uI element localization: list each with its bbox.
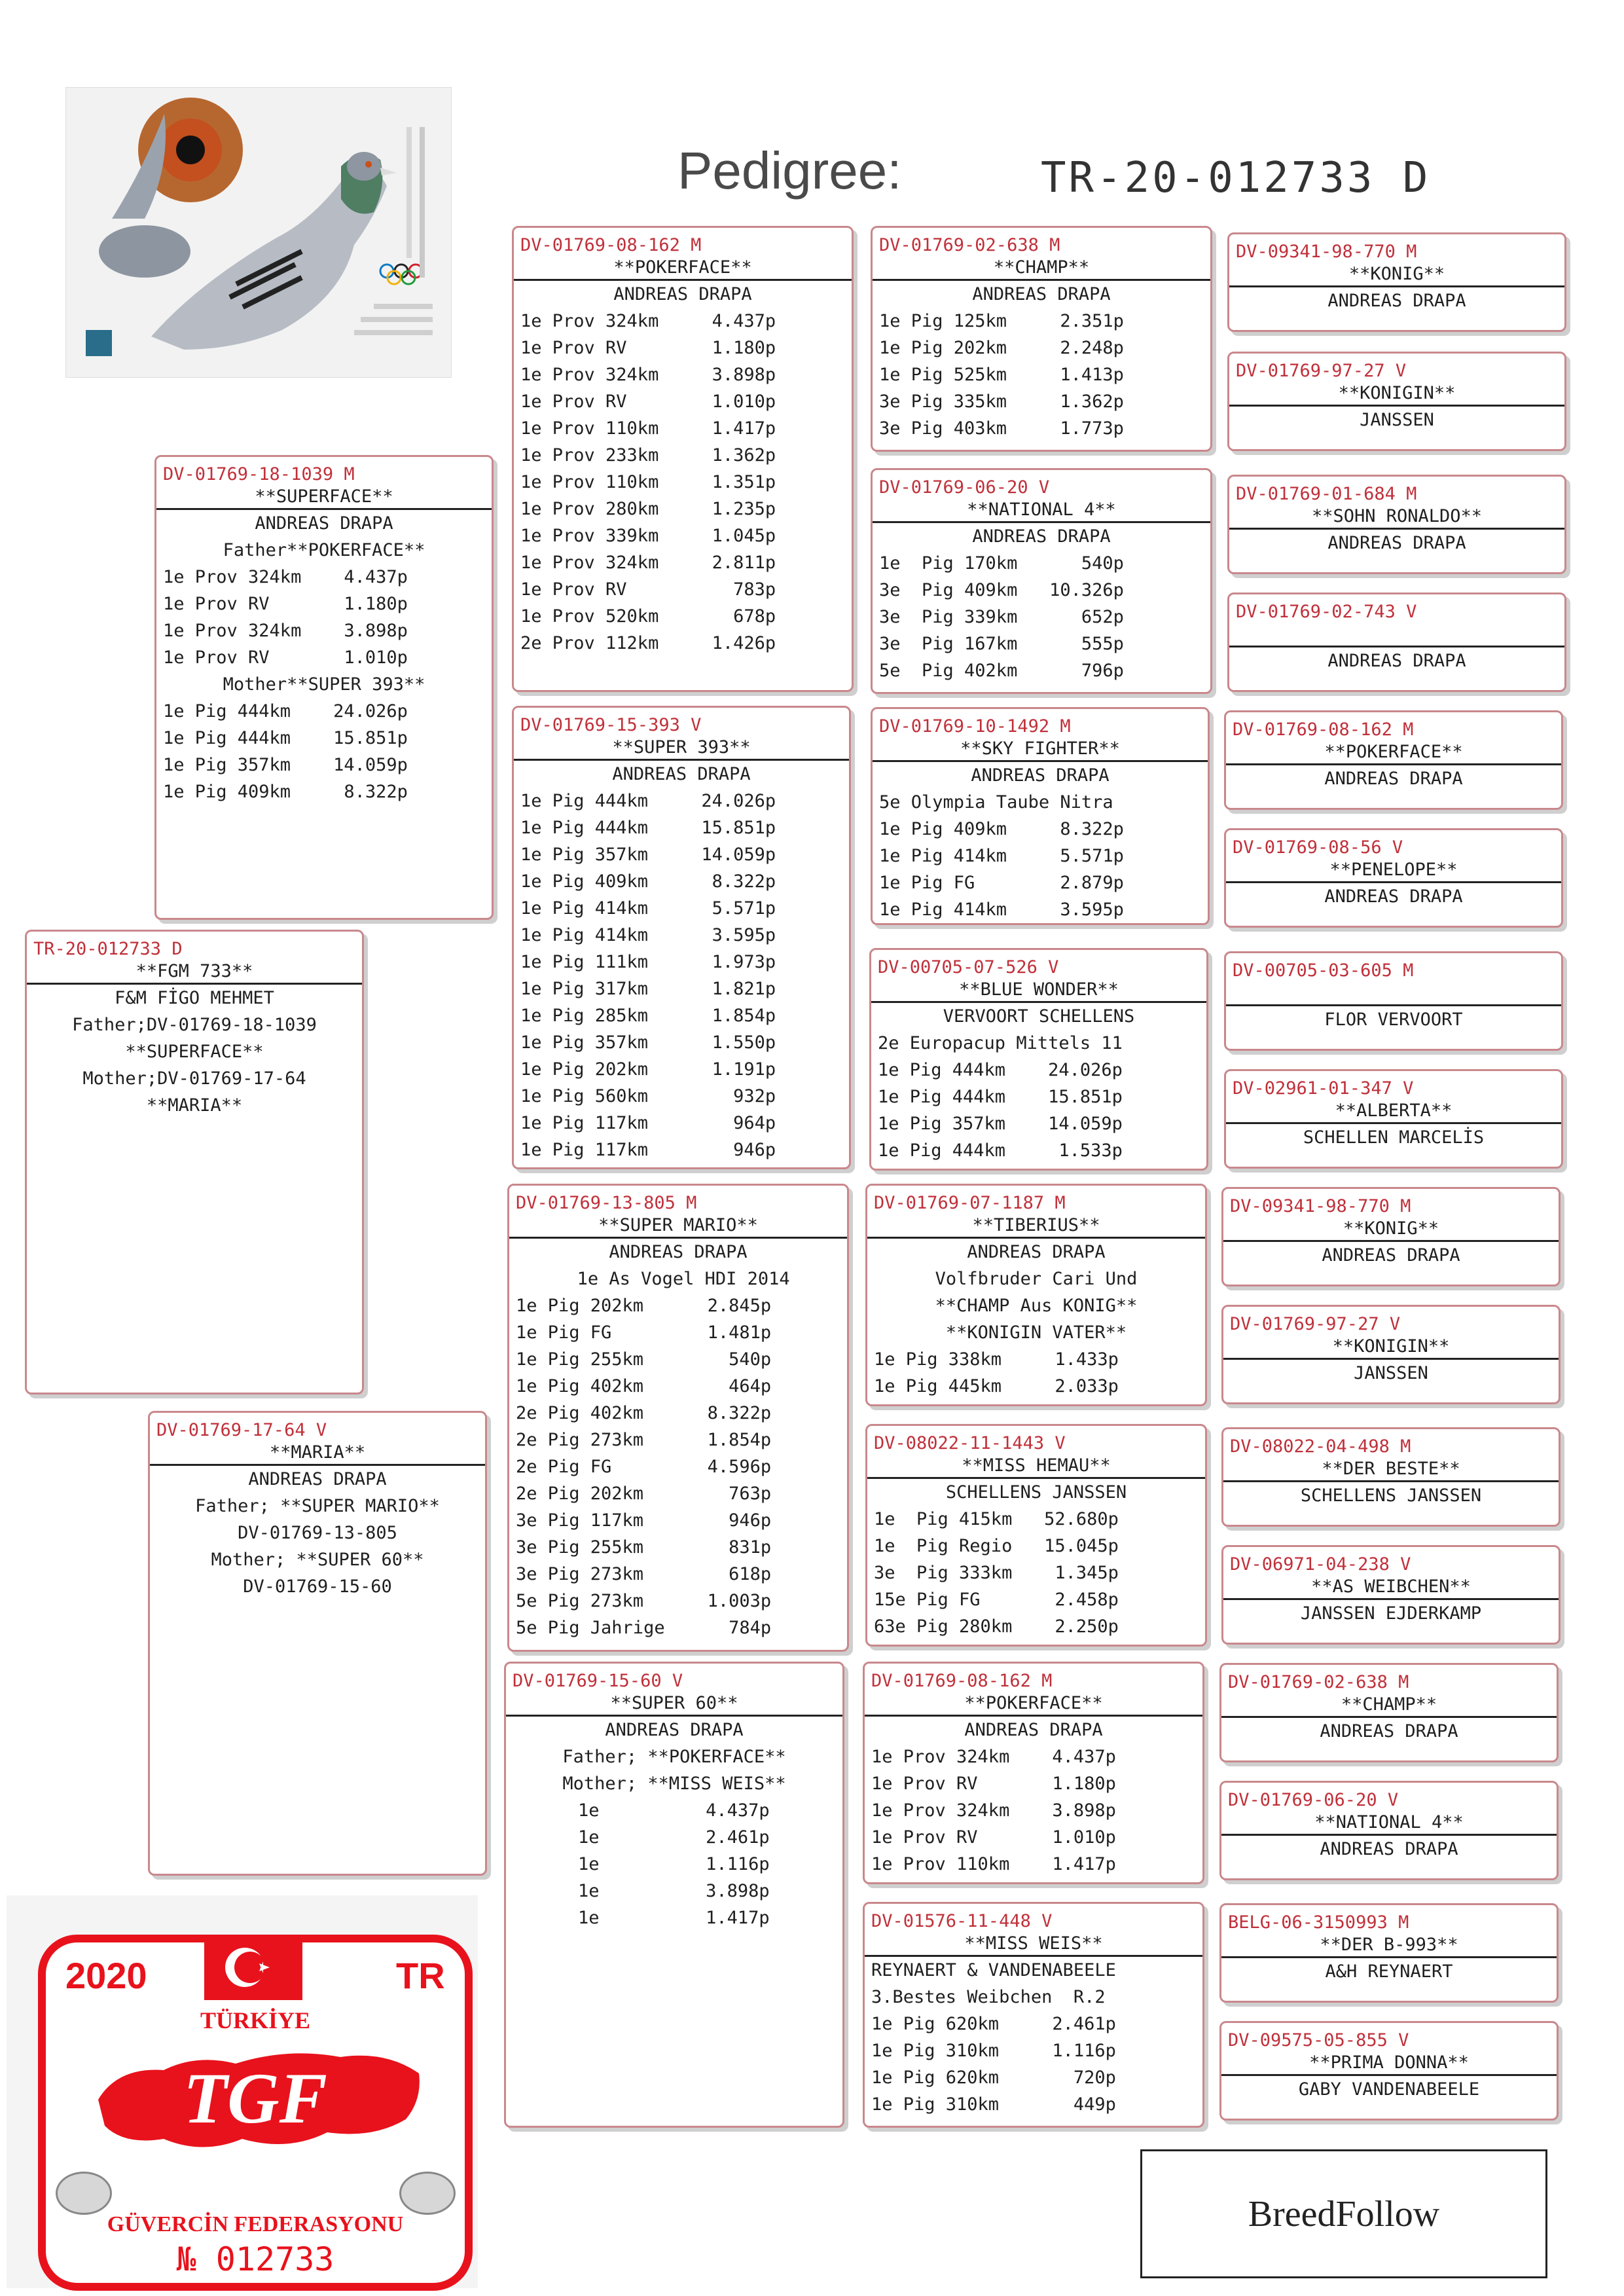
race-result: 3.Bestes Weibchen R.2 — [871, 1987, 1106, 2007]
race-result: 1e Pig 357km 14.059p — [878, 1114, 1123, 1134]
pedigree-card-gen5-6 — [1224, 828, 1563, 928]
race-result: 2e Pig 202km 763p — [516, 1484, 772, 1504]
ring-number: DV-00705-03-605 M — [1233, 960, 1414, 981]
tgf-badge — [7, 1895, 478, 2288]
owner-name: ANDREAS DRAPA — [613, 284, 752, 304]
race-result: 1e Pig 285km 1.854p — [520, 1006, 776, 1026]
ring-number: DV-01769-08-56 V — [1233, 837, 1403, 858]
pedigree-card-gen5-2 — [1227, 352, 1566, 451]
ring-number: DV-09575-05-855 V — [1228, 2030, 1409, 2050]
race-result: 15e Pig FG 2.458p — [874, 1590, 1119, 1610]
badge-number: № 012733 — [176, 2240, 334, 2278]
owner-name: ANDREAS DRAPA — [972, 284, 1111, 304]
ring-number: DV-01769-08-162 M — [1233, 720, 1414, 740]
race-result: 1e Pig 310km 1.116p — [871, 2041, 1116, 2061]
bird-name: **POKERFACE** — [514, 257, 852, 281]
bird-name: **FGM 733** — [27, 960, 362, 985]
bird-name: **TIBERIUS** — [867, 1214, 1205, 1239]
bird-name: **SUPER 393** — [514, 737, 849, 761]
owner-name: F&M FİGO MEHMET — [115, 988, 274, 1008]
race-result: 1e Pig 525km 1.413p — [879, 365, 1124, 385]
owner-name: ANDREAS DRAPA — [1320, 1721, 1458, 1741]
race-result: 1e Prov RV 1.010p — [520, 392, 776, 412]
bird-name: **POKERFACE** — [865, 1692, 1202, 1717]
info-line: Mother; **SUPER 60** — [211, 1550, 424, 1570]
owner-name: ANDREAS DRAPA — [964, 1720, 1103, 1740]
info-line: **KONIGIN VATER** — [945, 1322, 1127, 1343]
pedigree-card-gen4-3 — [871, 707, 1210, 925]
race-result: 2e Prov 112km 1.426p — [520, 633, 776, 653]
race-result: 1e Pig 414km 5.571p — [520, 898, 776, 919]
race-result: 1e Pig 414km 3.595p — [879, 900, 1124, 920]
race-result: 3e Pig 333km 1.345p — [874, 1563, 1119, 1583]
pedigree-card-gen5-9 — [1221, 1187, 1561, 1286]
race-result: 1e Pig Regio 15.045p — [874, 1536, 1119, 1556]
ring-number: DV-01769-06-20 V — [879, 477, 1050, 498]
race-result: 1e Pig 117km 964p — [520, 1113, 776, 1133]
pedigree-card-gen4-2 — [871, 468, 1212, 694]
info-line: Mother; **MISS WEIS** — [562, 1774, 786, 1794]
ring-number: DV-01769-08-162 M — [520, 235, 702, 255]
race-result: 1e Prov RV 1.010p — [163, 647, 408, 668]
info-line: DV-01769-13-805 — [238, 1523, 397, 1543]
info-line: **SUPERFACE** — [125, 1042, 264, 1062]
ring-number: DV-00705-07-526 V — [878, 957, 1059, 977]
race-result: 1e Prov 324km 3.898p — [520, 365, 776, 385]
bird-name: **PRIMA DONNA** — [1221, 2052, 1557, 2076]
owner-name: ANDREAS DRAPA — [248, 1469, 387, 1489]
race-result: 2e Pig FG 4.596p — [516, 1457, 772, 1477]
bird-name: **KONIG** — [1229, 263, 1564, 287]
tgf-emblem-left-icon — [56, 2172, 112, 2215]
owner-name: ANDREAS DRAPA — [612, 764, 751, 784]
pedigree-card-sire-dam — [512, 706, 851, 1169]
race-result: 1e Pig 444km 15.851p — [520, 818, 776, 838]
pedigree-card-gen5-8 — [1224, 1069, 1563, 1169]
race-result: 1e Pig 317km 1.821p — [520, 979, 776, 999]
owner-name: JANSSEN — [1360, 410, 1434, 430]
race-result: 1e Prov 233km 1.362p — [520, 445, 776, 465]
ring-number: DV-01769-07-1187 M — [874, 1193, 1066, 1213]
race-result: 1e Pig 111km 1.973p — [520, 952, 776, 972]
race-result: 1e Prov 110km 1.351p — [520, 472, 776, 492]
badge-federation: GÜVERCİN FEDERASYONU — [107, 2212, 404, 2236]
info-line: DV-01769-15-60 — [243, 1576, 392, 1597]
race-result: 2e Pig 402km 8.322p — [516, 1403, 772, 1423]
ring-number: DV-01769-02-638 M — [879, 235, 1060, 255]
owner-name: VERVOORT SCHELLENS — [943, 1006, 1135, 1027]
race-result: 1e Prov 110km 1.417p — [520, 418, 776, 439]
race-result: 1e 1.417p — [578, 1908, 770, 1928]
race-result: 1e Prov RV 1.180p — [163, 594, 408, 614]
bird-name: **DER BESTE** — [1223, 1458, 1559, 1482]
pedigree-card-gen4-6 — [865, 1424, 1207, 1647]
pedigree-card-gen4-7 — [863, 1662, 1204, 1884]
bird-name: **SUPER 60** — [506, 1692, 842, 1717]
race-result: 1e Pig 310km 449p — [871, 2094, 1116, 2115]
pedigree-card-gen5-1 — [1227, 232, 1566, 332]
race-result: 1e Prov RV 1.180p — [520, 338, 776, 358]
owner-name: ANDREAS DRAPA — [1322, 1245, 1460, 1266]
pedigree-card-gen4-4 — [869, 948, 1208, 1171]
race-result: 1e Pig FG 1.481p — [516, 1322, 772, 1343]
race-result: 1e Pig FG 2.879p — [879, 873, 1124, 893]
owner-name: ANDREAS DRAPA — [971, 765, 1110, 786]
race-result: 1e Pig 125km 2.351p — [879, 311, 1124, 331]
race-result: 3e Pig 403km 1.773p — [879, 418, 1124, 439]
race-result: 1e Pig 338km 1.433p — [874, 1349, 1119, 1370]
pedigree-ring-number: TR-20-012733 D — [1041, 154, 1431, 202]
pedigree-card-gen5-16 — [1219, 2021, 1559, 2121]
ring-number: DV-01769-97-27 V — [1230, 1314, 1401, 1334]
info-line: Father; **SUPER MARIO** — [195, 1496, 440, 1516]
race-result: 1e Pig 444km 24.026p — [878, 1060, 1123, 1080]
race-result: 1e Pig 202km 2.845p — [516, 1296, 772, 1316]
ring-number: DV-01769-15-393 V — [520, 715, 702, 735]
pedigree-card-gen5-3 — [1227, 475, 1566, 574]
ring-number: DV-01769-10-1492 M — [879, 716, 1071, 737]
race-result: 2e Europacup Mittels 11 — [878, 1033, 1123, 1053]
pedigree-card-gen5-10 — [1221, 1305, 1561, 1404]
race-result: 1e Prov 324km 4.437p — [520, 311, 776, 331]
badge-country: TR — [396, 1955, 445, 1996]
bird-name: **PENELOPE** — [1226, 859, 1561, 883]
bird-name: **NATIONAL 4** — [1221, 1812, 1557, 1836]
ring-number: DV-09341-98-770 M — [1236, 242, 1417, 262]
race-result: 1e Pig 414km 3.595p — [520, 925, 776, 945]
race-result: 3e Pig 339km 652p — [879, 607, 1124, 627]
race-result: 5e Pig 402km 796p — [879, 661, 1124, 681]
race-result: 1e Pig 415km 52.680p — [874, 1509, 1119, 1529]
pedigree-card-gen5-13 — [1219, 1663, 1559, 1762]
race-result: 1e Pig 445km 2.033p — [874, 1376, 1119, 1396]
race-result: 1e 4.437p — [578, 1800, 770, 1821]
bird-name: **POKERFACE** — [1226, 741, 1561, 765]
pedigree-card-gen5-12 — [1221, 1545, 1561, 1645]
bird-name: **KONIG** — [1223, 1218, 1559, 1242]
race-result: 2e Pig 273km 1.854p — [516, 1430, 772, 1450]
race-result: 1e Prov 324km 4.437p — [871, 1747, 1116, 1767]
race-result: 1e Pig 170km 540p — [879, 553, 1124, 574]
race-result: 1e 2.461p — [578, 1827, 770, 1848]
bird-name: **CHAMP** — [873, 257, 1210, 281]
race-result: 1e Prov 324km 3.898p — [871, 1800, 1116, 1821]
badge-name: TÜRKİYE — [200, 2007, 311, 2033]
race-result: 1e Pig 202km 2.248p — [879, 338, 1124, 358]
race-result: 1e Pig 414km 5.571p — [879, 846, 1124, 866]
bird-name: **MARIA** — [150, 1442, 485, 1466]
owner-name: ANDREAS DRAPA — [1324, 769, 1463, 789]
race-result: 1e 3.898p — [578, 1881, 770, 1901]
pedigree-card-sire-sire — [512, 226, 854, 692]
info-line: 1e As Vogel HDI 2014 — [566, 1269, 790, 1289]
race-result: 3e Pig 167km 555p — [879, 634, 1124, 654]
race-result: 1e Prov 520km 678p — [520, 606, 776, 627]
ring-number: DV-02961-01-347 V — [1233, 1078, 1414, 1099]
owner-name: ANDREAS DRAPA — [1327, 533, 1466, 553]
pigeon-photo — [65, 87, 452, 378]
bird-name: **CHAMP** — [1221, 1694, 1557, 1718]
info-line: Volfbruder Cari Und — [935, 1269, 1138, 1289]
bird-name: **KONIGIN** — [1223, 1336, 1559, 1360]
ring-number: DV-01769-17-64 V — [156, 1420, 327, 1440]
race-result: 1e Pig 444km 15.851p — [878, 1087, 1123, 1107]
pedigree-card-gen5-15 — [1219, 1903, 1559, 2003]
race-result: 1e Pig 402km 464p — [516, 1376, 772, 1396]
race-result: 5e Pig Jahrige 784p — [516, 1618, 772, 1638]
race-result: 1e Prov RV 1.010p — [871, 1827, 1116, 1848]
race-result: 1e Prov 110km 1.417p — [871, 1854, 1116, 1874]
turkish-flag-icon — [204, 1935, 302, 2000]
breedfollow-logo: BreedFollow — [1140, 2149, 1547, 2278]
ring-number: DV-06971-04-238 V — [1230, 1554, 1411, 1575]
tgf-badge-frame — [38, 1935, 473, 2291]
owner-name: ANDREAS DRAPA — [609, 1242, 748, 1262]
badge-year: 2020 — [65, 1955, 147, 1996]
info-line: Father; **POKERFACE** — [562, 1747, 786, 1767]
ring-number: DV-01769-08-162 M — [871, 1671, 1053, 1691]
bird-name: **BLUE WONDER** — [871, 979, 1206, 1003]
race-result: 5e Olympia Taube Nitra — [879, 792, 1113, 812]
ring-number: DV-01769-97-27 V — [1236, 361, 1407, 381]
race-result: 1e Prov 324km 3.898p — [163, 621, 408, 641]
owner-name: ANDREAS DRAPA — [967, 1242, 1106, 1262]
pedigree-card-gen4-5 — [865, 1184, 1207, 1406]
owner-name: ANDREAS DRAPA — [1327, 291, 1466, 311]
page-title: Pedigree: — [677, 141, 902, 200]
pedigree-card-gen5-4 — [1227, 592, 1566, 692]
race-result: 3e Pig 255km 831p — [516, 1537, 772, 1558]
owner-name: SCHELLEN MARCELİS — [1303, 1127, 1485, 1148]
bird-name: **KONIGIN** — [1229, 382, 1564, 407]
owner-name: GABY VANDENABEELE — [1298, 2079, 1480, 2100]
race-result: 1e Pig 444km 24.026p — [520, 791, 776, 811]
race-result: 1e Pig 620km 720p — [871, 2068, 1116, 2088]
bird-name: **NATIONAL 4** — [873, 499, 1210, 523]
bird-name: **SOHN RONALDO** — [1229, 505, 1564, 530]
tgf-emblem-right-icon — [399, 2172, 456, 2215]
bird-name: **SKY FIGHTER** — [873, 738, 1208, 762]
ring-number: DV-01769-15-60 V — [513, 1671, 683, 1691]
race-result: 1e Pig 409km 8.322p — [520, 871, 776, 892]
bird-name: **DER B-993** — [1221, 1934, 1557, 1958]
info-line: **CHAMP Aus KONIG** — [935, 1296, 1138, 1316]
ring-number: DV-01769-06-20 V — [1228, 1790, 1399, 1810]
bird-name: **SUPERFACE** — [156, 486, 492, 510]
race-result: 1e Pig 117km 946p — [520, 1140, 776, 1160]
race-result: 1e Prov 280km 1.235p — [520, 499, 776, 519]
info-line: Mother;DV-01769-17-64 — [82, 1068, 306, 1089]
ring-number: DV-01769-18-1039 M — [163, 464, 355, 484]
owner-name: ANDREAS DRAPA — [255, 513, 393, 534]
pedigree-card-dam-sire — [507, 1184, 849, 1652]
bird-name — [1226, 982, 1561, 1006]
pedigree-card-main — [25, 930, 364, 1394]
race-result: 3e Pig 117km 946p — [516, 1510, 772, 1531]
pedigree-card-gen5-5 — [1224, 710, 1563, 810]
badge-abbr: TGF — [183, 2058, 327, 2138]
owner-name: JANSSEN — [1354, 1363, 1428, 1383]
pedigree-card-dam-dam — [504, 1662, 844, 2128]
race-result: 63e Pig 280km 2.250p — [874, 1616, 1119, 1637]
race-result: 1e Pig 620km 2.461p — [871, 2014, 1116, 2034]
ring-number: DV-01769-13-805 M — [516, 1193, 697, 1213]
pedigree-card-sire — [154, 455, 494, 920]
ring-number: DV-01769-01-684 M — [1236, 484, 1417, 504]
pedigree-card-gen5-11 — [1221, 1427, 1561, 1527]
race-result: 5e Pig 273km 1.003p — [516, 1591, 772, 1611]
race-result: 1e Pig 357km 14.059p — [163, 755, 408, 775]
ring-number: DV-01769-02-743 V — [1236, 602, 1417, 622]
ring-number: DV-08022-04-498 M — [1230, 1436, 1411, 1457]
ring-number: TR-20-012733 D — [33, 939, 183, 959]
bird-name: **ALBERTA** — [1226, 1100, 1561, 1124]
ring-number: DV-08022-11-1443 V — [874, 1433, 1066, 1453]
race-result: 1e Prov RV 1.180p — [871, 1774, 1116, 1794]
race-result: 1e Pig 357km 14.059p — [520, 845, 776, 865]
ring-number: BELG-06-3150993 M — [1228, 1912, 1409, 1933]
ring-number: DV-09341-98-770 M — [1230, 1196, 1411, 1216]
race-result: 1e Pig 357km 1.550p — [520, 1032, 776, 1053]
pedigree-card-dam — [148, 1411, 487, 1876]
race-result: 1e 1.116p — [578, 1854, 770, 1874]
owner-name: ANDREAS DRAPA — [1327, 651, 1466, 671]
race-result: 1e Prov 324km 4.437p — [163, 567, 408, 587]
race-result: 1e Prov RV 783p — [520, 579, 776, 600]
ring-number: DV-01576-11-448 V — [871, 1911, 1053, 1931]
bird-name — [1229, 623, 1564, 647]
pedigree-card-gen4-1 — [871, 226, 1212, 452]
info-line: **MARIA** — [146, 1095, 243, 1116]
bird-name: **MISS HEMAU** — [867, 1455, 1205, 1479]
race-result: 1e Pig 444km 15.851p — [163, 728, 408, 748]
race-result: 1e Pig 409km 8.322p — [163, 782, 408, 802]
bird-name: **SUPER MARIO** — [509, 1214, 847, 1239]
owner-name: ANDREAS DRAPA — [972, 526, 1111, 547]
pedigree-card-gen5-7 — [1224, 951, 1563, 1051]
pedigree-card-gen4-8 — [863, 1902, 1204, 2128]
pedigree-card-gen5-14 — [1219, 1781, 1559, 1880]
bird-name: **MISS WEIS** — [865, 1933, 1202, 1957]
race-result: 1e Pig 444km 1.533p — [878, 1140, 1123, 1161]
ring-number: DV-01769-02-638 M — [1228, 1672, 1409, 1692]
owner-name: SCHELLENS JANSSEN — [945, 1482, 1127, 1503]
race-result: 1e Pig 202km 1.191p — [520, 1059, 776, 1080]
race-result: 3e Pig 273km 618p — [516, 1564, 772, 1584]
info-line: Father**POKERFACE** — [223, 540, 425, 560]
race-result: 1e Pig 255km 540p — [516, 1349, 772, 1370]
owner-name: ANDREAS DRAPA — [1324, 886, 1463, 907]
race-result: 1e Pig 560km 932p — [520, 1086, 776, 1106]
owner-name: JANSSEN EJDERKAMP — [1300, 1603, 1482, 1624]
owner-name: FLOR VERVOORT — [1324, 1010, 1463, 1030]
info-line: Father;DV-01769-18-1039 — [72, 1015, 317, 1035]
owner-name: REYNAERT & VANDENABEELE — [871, 1960, 1116, 1980]
bird-name: **AS WEIBCHEN** — [1223, 1576, 1559, 1600]
owner-name: ANDREAS DRAPA — [605, 1720, 744, 1740]
owner-name: SCHELLENS JANSSEN — [1300, 1485, 1482, 1506]
race-result: 1e Pig 444km 24.026p — [163, 701, 408, 721]
race-result: 3e Pig 335km 1.362p — [879, 392, 1124, 412]
owner-name: A&H REYNAERT — [1325, 1961, 1453, 1982]
race-result: 3e Pig 409km 10.326p — [879, 580, 1124, 600]
race-result: 1e Prov 339km 1.045p — [520, 526, 776, 546]
owner-name: ANDREAS DRAPA — [1320, 1839, 1458, 1859]
race-result: 1e Pig 409km 8.322p — [879, 819, 1124, 839]
race-result: 1e Prov 324km 2.811p — [520, 553, 776, 573]
info-line: Mother**SUPER 393** — [223, 674, 425, 695]
